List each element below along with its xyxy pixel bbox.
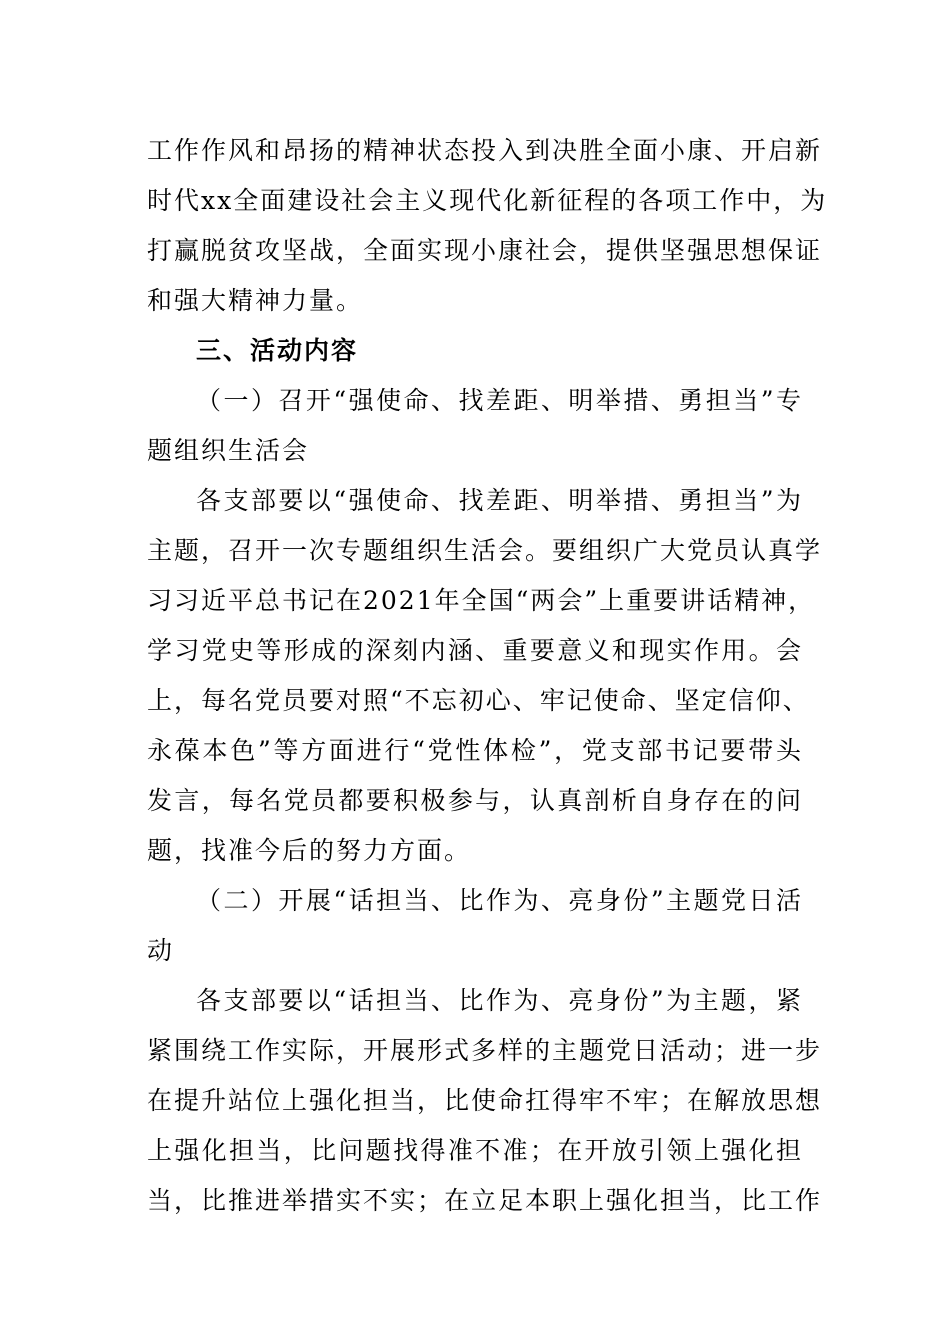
body-line: 主题，召开一次专题组织生活会。要组织广大党员认真学 bbox=[147, 536, 823, 565]
body-line: 工作作风和昂扬的精神状态投入到决胜全面小康、开启新 bbox=[147, 136, 823, 165]
body-line: 打赢脱贫攻坚战，全面实现小康社会，提供坚强思想保证 bbox=[147, 236, 823, 265]
body-line: 各支部要以“话担当、比作为、亮身份”为主题，紧 bbox=[196, 986, 803, 1015]
subsection-heading: （二）开展“话担当、比作为、亮身份”主题党日活 bbox=[196, 886, 803, 915]
body-line: 学习党史等形成的深刻内涵、重要意义和现实作用。会 bbox=[147, 636, 803, 665]
body-line: 上，每名党员要对照“不忘初心、牢记使命、坚定信仰、 bbox=[147, 686, 810, 715]
body-line: 和强大精神力量。 bbox=[147, 286, 364, 315]
body-line: 时代xx全面建设社会主义现代化新征程的各项工作中，为 bbox=[147, 186, 828, 215]
subsection-heading: （一）召开“强使命、找差距、明举措、勇担当”专 bbox=[196, 386, 803, 415]
body-line: 各支部要以“强使命、找差距、明举措、勇担当”为 bbox=[196, 486, 803, 515]
subsection-heading: 动 bbox=[147, 936, 175, 965]
body-line: 题，找准今后的努力方面。 bbox=[147, 836, 472, 865]
section-heading: 三、活动内容 bbox=[196, 336, 359, 365]
subsection-heading: 题组织生活会 bbox=[147, 436, 310, 465]
body-line: 当，比推进举措实不实；在立足本职上强化担当，比工作 bbox=[147, 1186, 823, 1215]
body-line: 永葆本色”等方面进行“党性体检”，党支部书记要带头 bbox=[147, 736, 803, 765]
body-line: 上强化担当，比问题找得准不准；在开放引领上强化担 bbox=[147, 1136, 803, 1165]
body-line: 在提升站位上强化担当，比使命扛得牢不牢；在解放思想 bbox=[147, 1086, 823, 1115]
body-line: 习习近平总书记在2021年全国“两会”上重要讲话精神， bbox=[147, 586, 816, 615]
body-line: 紧围绕工作实际，开展形式多样的主题党日活动；进一步 bbox=[147, 1036, 823, 1065]
body-line: 发言，每名党员都要积极参与，认真剖析自身存在的问 bbox=[147, 786, 803, 815]
